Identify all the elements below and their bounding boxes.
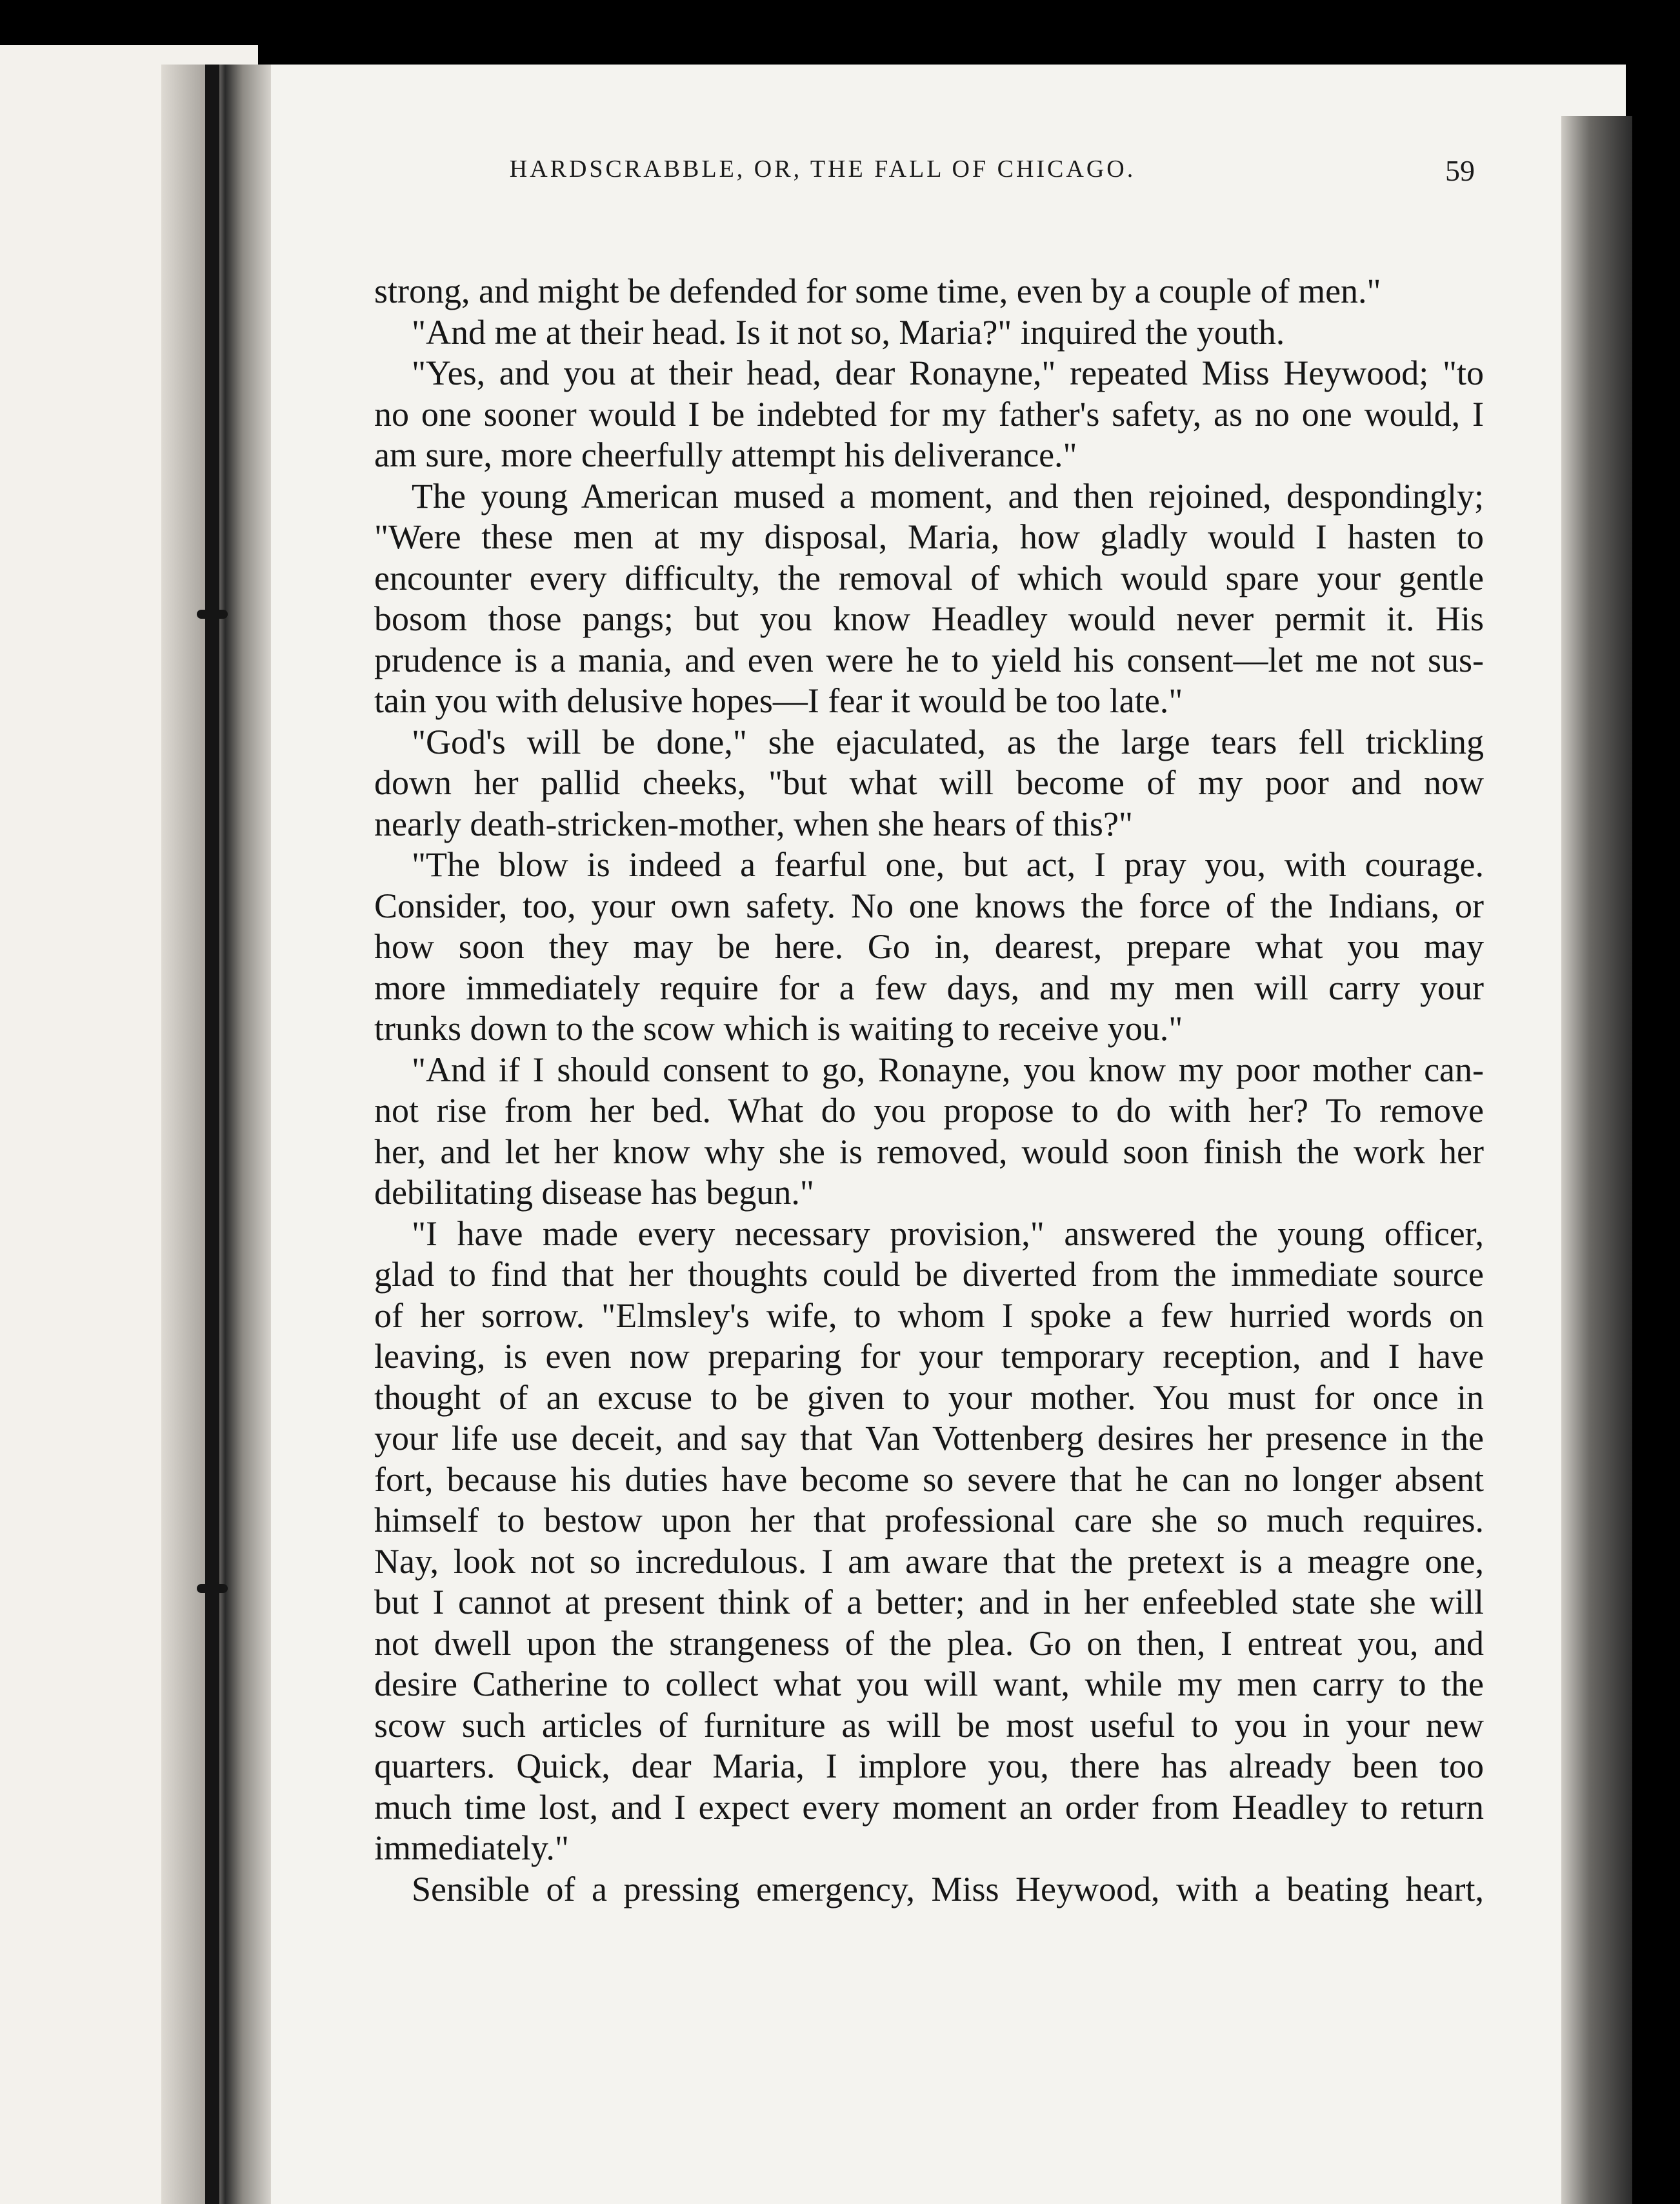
binding-thread bbox=[205, 65, 219, 2204]
text-line: encounter every difficulty, the removal of which would spare your gentle bbox=[374, 558, 1484, 597]
text-line: much time lost, and I expect every moment an order from Headley to return bbox=[374, 1787, 1484, 1827]
text-line: prudence is a mania, and even were he to yield his consent—let me not sus- bbox=[374, 640, 1484, 679]
text-line: quarters. Quick, dear Maria, I implore you, there has already been too bbox=[374, 1747, 1484, 1785]
text-line: no one sooner would I be indebted for my father's safety, as no one would, I bbox=[374, 394, 1484, 434]
text-line: strong, and might be defended for some time, even by a couple of men." bbox=[374, 272, 1381, 310]
text-line: not dwell upon the strangeness of the plea. Go on then, I entreat you, and bbox=[374, 1623, 1484, 1663]
text-line: not rise from her bed. What do you propose to do with her? To remove bbox=[374, 1091, 1484, 1130]
text-line: Consider, too, your own safety. No one knows the force of the Indians, or bbox=[374, 886, 1484, 925]
right-page-edge bbox=[1561, 116, 1632, 2204]
text-line: desire Catherine to collect what you will want, while my men carry to the bbox=[374, 1665, 1484, 1703]
text-line: "God's will be done," she ejaculated, as the large tears fell trickling bbox=[412, 722, 1484, 761]
text-line: tain you with delusive hopes—I fear it would be too late." bbox=[374, 681, 1183, 720]
text-line: "And me at their head. Is it not so, Maria?" inquired the youth. bbox=[412, 312, 1285, 352]
page-number: 59 bbox=[1445, 154, 1475, 187]
text-line: "Were these men at my disposal, Maria, how gladly would I hasten to bbox=[374, 517, 1484, 556]
binding-stitch bbox=[197, 1584, 228, 1593]
text-line: "Yes, and you at their head, dear Ronayne," repeated Miss Heywood; "to bbox=[412, 354, 1484, 392]
text-line: Sensible of a pressing emergency, Miss Heywood, with a beating heart, bbox=[412, 1869, 1484, 1908]
text-line: Nay, look not so incredulous. I am aware that the pretext is a meagre one, bbox=[374, 1541, 1484, 1581]
text-line: her, and let her know why she is removed, would soon finish the work her bbox=[374, 1132, 1484, 1171]
text-line: thought of an excuse to be given to your mother. You must for once in bbox=[374, 1378, 1484, 1417]
binding-stitch bbox=[197, 610, 228, 619]
text-line: but I cannot at present think of a better; and in her enfeebled state she will bbox=[374, 1583, 1484, 1621]
text-line: The young American mused a moment, and then rejoined, despondingly; bbox=[412, 476, 1484, 516]
text-line: down her pallid cheeks, "but what will become of my poor and now bbox=[374, 763, 1484, 802]
text-line: more immediately require for a few days, and my men will carry your bbox=[374, 968, 1484, 1007]
text-line: debilitating disease has begun." bbox=[374, 1173, 814, 1212]
text-line: leaving, is even now preparing for your temporary reception, and I have bbox=[374, 1337, 1484, 1376]
text-line: am sure, more cheerfully attempt his deliverance." bbox=[374, 436, 1077, 474]
text-line: himself to bestow upon her that professional care she so much requires. bbox=[374, 1501, 1484, 1539]
body-text bbox=[374, 271, 1484, 1910]
text-line: of her sorrow. "Elmsley's wife, to whom I spoke a few hurried words on bbox=[374, 1296, 1484, 1335]
text-line: bosom those pangs; but you know Headley would never permit it. His bbox=[374, 599, 1484, 638]
text-line: scow such articles of furniture as will be most useful to you in your new bbox=[374, 1705, 1484, 1745]
text-line: immediately." bbox=[374, 1828, 569, 1867]
text-line: trunks down to the scow which is waiting to receive you." bbox=[374, 1009, 1183, 1048]
text-line: "And if I should consent to go, Ronayne, you know my poor mother can- bbox=[412, 1050, 1484, 1089]
text-line: nearly death-stricken-mother, when she hears of this?" bbox=[374, 804, 1133, 843]
text-line: "The blow is indeed a fearful one, but act, I pray you, with courage. bbox=[412, 845, 1484, 884]
running-head: HARDSCRABBLE, OR, THE FALL OF CHICAGO. bbox=[509, 155, 1136, 183]
text-line: how soon they may be here. Go in, dearest, prepare what you may bbox=[374, 927, 1484, 966]
text-line: your life use deceit, and say that Van Vottenberg desires her presence in the bbox=[374, 1419, 1484, 1458]
text-line: glad to find that her thoughts could be diverted from the immediate source bbox=[374, 1255, 1484, 1294]
book-gutter bbox=[161, 65, 277, 2204]
text-line: "I have made every necessary provision," answered the young officer, bbox=[412, 1214, 1484, 1253]
text-line: fort, because his duties have become so severe that he can no longer absent bbox=[374, 1459, 1484, 1499]
